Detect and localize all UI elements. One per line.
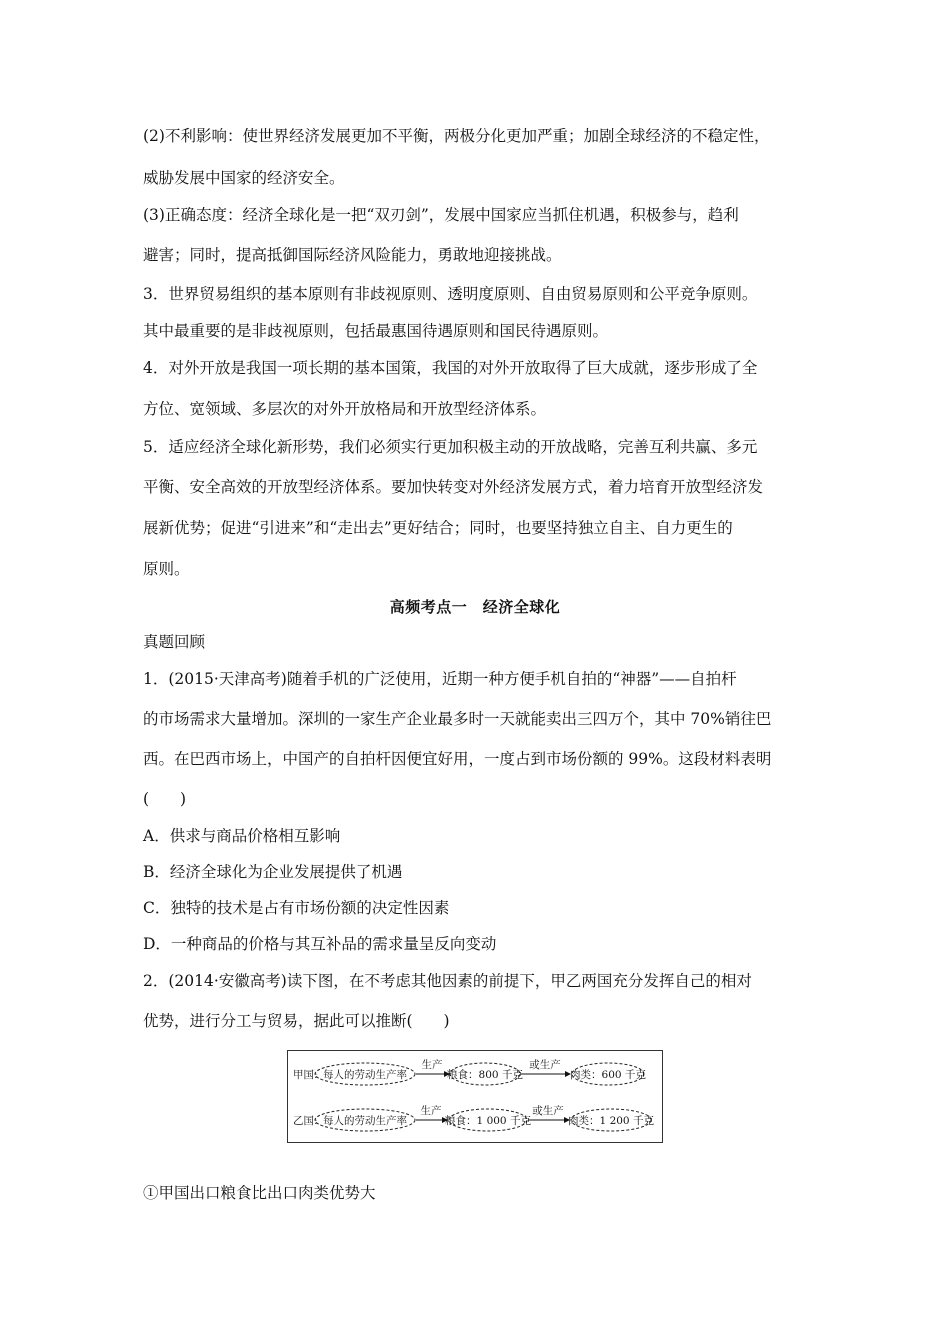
arrow-label: 或生产 — [529, 1059, 561, 1071]
question-line: 西。在巴西市场上，中国产的自拍杆因便宜好用，一度占到市场份额的 99%。这段材料表明 — [143, 750, 772, 768]
question-line: 的市场需求大量增加。深圳的一家生产企业最多时一天就能卖出三四万个，其中 70%销往巴 — [143, 710, 772, 728]
question-line: 优势，进行分工与贸易，据此可以推断( ) — [143, 1012, 450, 1030]
paragraph-line: 3．世界贸易组织的基本原则有非歧视原则、透明度原则、自由贸易原则和公平竞争原则。 — [143, 285, 758, 303]
section-title: 高频考点一 经济全球化 — [389, 598, 561, 616]
paragraph-line: 原则。 — [143, 560, 190, 578]
question-line: 2．(2014·安徽高考)读下图，在不考虑其他因素的前提下，甲乙两国充分发挥自己的相对 — [143, 972, 752, 990]
arrow-label: 生产 — [420, 1105, 442, 1117]
paragraph-line: 其中最重要的是非歧视原则，包括最惠国待遇原则和国民待遇原则。 — [143, 322, 609, 340]
source-label: 每人的劳动生产率 — [323, 1115, 407, 1127]
product-label: 粮食：800 千克 — [447, 1069, 523, 1081]
option-b: B．经济全球化为企业发展提供了机遇 — [143, 863, 403, 881]
paragraph-line: 展新优势；促进“引进来”和“走出去”更好结合；同时，也要坚持独立自主、自力更生的 — [143, 519, 733, 537]
section-label: 真题回顾 — [143, 633, 206, 651]
question-line: 1．(2015·天津高考)随着手机的广泛使用，近期一种方便手机自拍的“神器”——自拍杆 — [143, 670, 737, 688]
diagram-svg — [288, 1051, 664, 1144]
statement-line: ①甲国出口粮食比出口肉类优势大 — [143, 1184, 376, 1202]
arrow-label: 生产 — [421, 1059, 443, 1071]
question-line: ( ) — [143, 790, 187, 808]
paragraph-line: (2)不利影响：使世界经济发展更加不平衡，两极分化更加严重；加剧全球经济的不稳定性， — [143, 127, 770, 145]
product-label: 肉类：1 200 千克 — [568, 1115, 654, 1127]
paragraph-line: 平衡、安全高效的开放型经济体系。要加快转变对外经济发展方式，着力培育开放型经济发 — [143, 478, 764, 496]
paragraph-line: 避害；同时，提高抵御国际经济风险能力，勇敢地迎接挑战。 — [143, 246, 562, 264]
option-a: A．供求与商品价格相互影响 — [143, 827, 341, 845]
productivity-diagram — [287, 1050, 663, 1143]
source-label: 每人的劳动生产率 — [323, 1069, 407, 1081]
option-c: C．独特的技术是占有市场份额的决定性因素 — [143, 899, 450, 917]
paragraph-line: 方位、宽领域、多层次的对外开放格局和开放型经济体系。 — [143, 400, 547, 418]
paragraph-line: 4．对外开放是我国一项长期的基本国策，我国的对外开放取得了巨大成就，逐步形成了全 — [143, 359, 758, 377]
country-label-jia: 甲国: — [293, 1069, 318, 1081]
paragraph-line: (3)正确态度：经济全球化是一把“双刃剑”，发展中国家应当抓住机遇，积极参与，趋利 — [143, 206, 739, 224]
product-label: 粮食：1 000 千克 — [445, 1115, 531, 1127]
paragraph-line: 5．适应经济全球化新形势，我们必须实行更加积极主动的开放战略，完善互利共赢、多元 — [143, 438, 758, 456]
arrow-label: 或生产 — [532, 1105, 564, 1117]
option-d: D．一种商品的价格与其互补品的需求量呈反向变动 — [143, 935, 497, 953]
country-label-yi: 乙国: — [293, 1115, 318, 1127]
product-label: 肉类：600 千克 — [570, 1069, 646, 1081]
paragraph-line: 威胁发展中国家的经济安全。 — [143, 169, 345, 187]
